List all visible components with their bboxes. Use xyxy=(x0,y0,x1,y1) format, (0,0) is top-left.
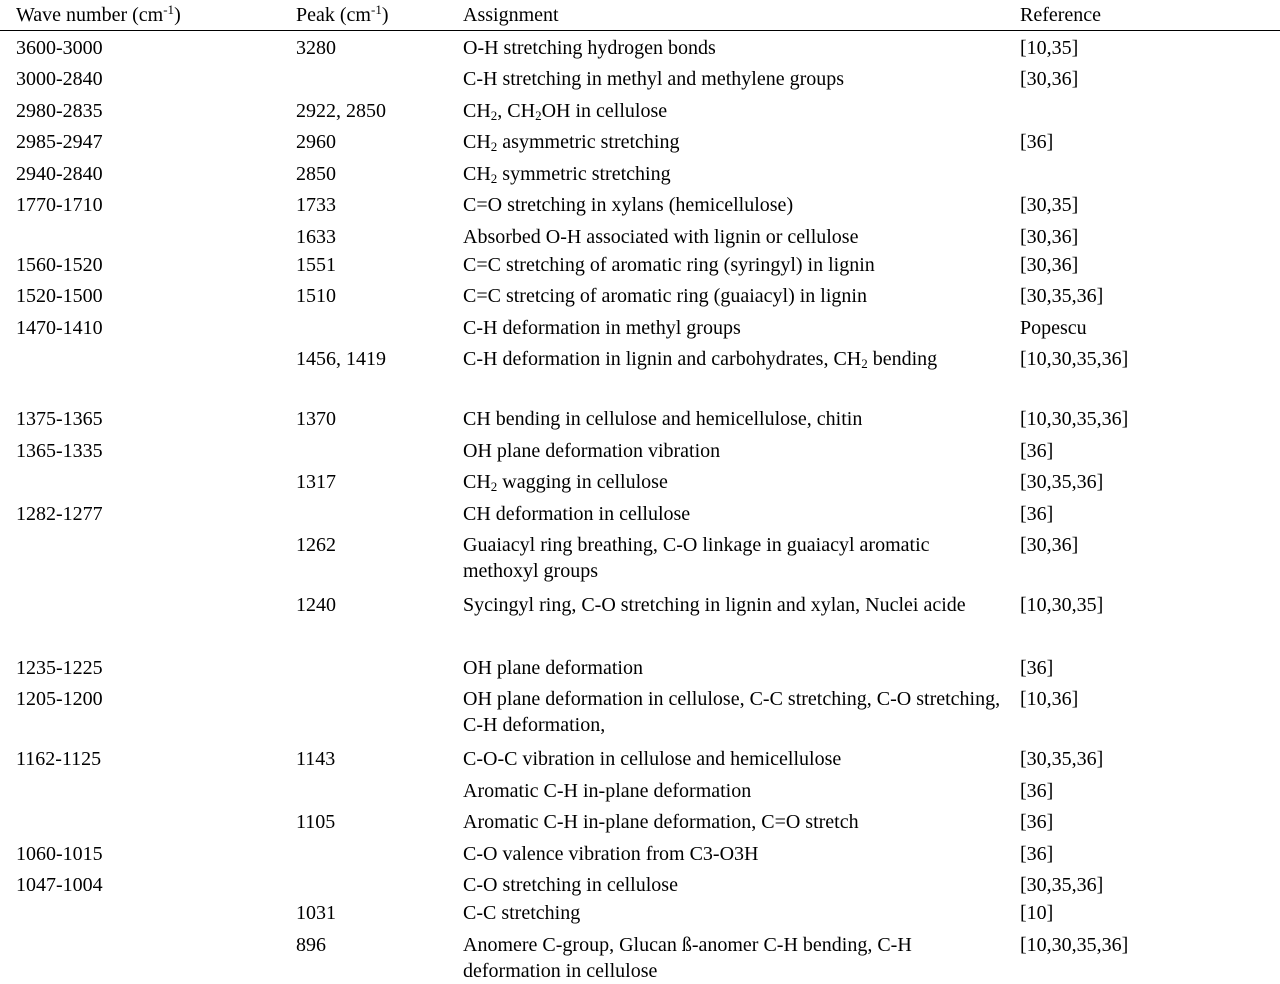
reference-cell: [10,35] xyxy=(1020,37,1079,59)
wave-number-cell: 2980-2835 xyxy=(16,100,103,122)
peak-cell: 2922, 2850 xyxy=(296,100,386,122)
reference-cell: [30,35,36] xyxy=(1020,874,1104,896)
reference-cell: [10,36] xyxy=(1020,688,1079,710)
assignment-cell: CH bending in cellulose and hemicellulose, chitin xyxy=(463,408,863,430)
reference-cell: [10,30,35] xyxy=(1020,594,1104,616)
wave-number-cell: 1365-1335 xyxy=(16,440,103,462)
assignment-cell: C-H stretching in methyl and methylene groups xyxy=(463,68,845,90)
peak-cell: 1143 xyxy=(296,748,336,770)
assignment-cell: C-H deformation in lignin and carbohydrates, $CH_2$ bending xyxy=(463,348,938,371)
reference-cell: [30,36] xyxy=(1020,68,1079,90)
wave-number-cell: 1282-1277 xyxy=(16,503,103,525)
assignment-cell: Absorbed O-H associated with lignin or cellulose xyxy=(463,226,859,248)
wave-number-cell: 1520-1500 xyxy=(16,285,103,307)
assignment-cell: C-C stretching xyxy=(463,902,581,924)
wave-number-cell: 3600-3000 xyxy=(16,37,103,59)
peak-cell: 1105 xyxy=(296,811,336,833)
wave-number-cell: 1375-1365 xyxy=(16,408,103,430)
reference-cell: Popescu xyxy=(1020,317,1087,339)
reference-cell: [36] xyxy=(1020,811,1054,833)
header-reference: Reference xyxy=(1020,4,1102,26)
peak-cell: 1510 xyxy=(296,285,336,307)
peak-cell: 1551 xyxy=(296,254,336,276)
peak-cell: 1031 xyxy=(296,902,336,924)
reference-cell: [30,35,36] xyxy=(1020,748,1104,770)
peak-cell: 2850 xyxy=(296,163,336,185)
reference-cell: [10] xyxy=(1020,902,1054,924)
header-assignment: Assignment xyxy=(463,4,559,26)
assignment-cell: OH plane deformation xyxy=(463,657,643,679)
reference-cell: [36] xyxy=(1020,657,1054,679)
assignment-cell: $CH_2$ symmetric stretching xyxy=(463,163,671,186)
wave-number-cell: 1060-1015 xyxy=(16,843,103,865)
assignment-cell: $CH_2$ asymmetric stretching xyxy=(463,131,680,154)
assignment-cell: OH plane deformation vibration xyxy=(463,440,721,462)
assignment-cell: CH deformation in cellulose xyxy=(463,503,691,525)
wave-number-cell: 1770-1710 xyxy=(16,194,103,216)
reference-cell: [30,35] xyxy=(1020,194,1079,216)
wave-number-cell: 2985-2947 xyxy=(16,131,103,153)
reference-cell: [36] xyxy=(1020,131,1054,153)
assignment-cell: $CH_2$ wagging in cellulose xyxy=(463,471,668,494)
reference-cell: [30,36] xyxy=(1020,534,1079,556)
wave-number-cell: 1470-1410 xyxy=(16,317,103,339)
reference-cell: [30,36] xyxy=(1020,226,1079,248)
peak-cell: 1733 xyxy=(296,194,336,216)
table-header xyxy=(0,0,1280,30)
peak-cell: 1456, 1419 xyxy=(296,348,386,370)
assignment-cell: C-O-C vibration in cellulose and hemicellulose xyxy=(463,748,842,770)
assignment-cell: C=C stretcing of aromatic ring (guaiacyl) in lignin xyxy=(463,285,867,307)
assignment-cell: C-H deformation in methyl groups xyxy=(463,317,741,339)
reference-cell: [36] xyxy=(1020,780,1054,802)
peak-cell: 1317 xyxy=(296,471,336,493)
wave-number-cell: 3000-2840 xyxy=(16,68,103,90)
assignment-cell: $CH_2$, $CH_2OH$ in cellulose xyxy=(463,100,668,123)
peak-cell: 1370 xyxy=(296,408,336,430)
reference-cell: [10,30,35,36] xyxy=(1020,934,1129,956)
wave-number-cell: 1205-1200 xyxy=(16,688,103,710)
assignment-cell: Sycingyl ring, C-O stretching in lignin and xylan, Nuclei acide xyxy=(463,594,966,616)
assignment-cell: C=C stretching of aromatic ring (syringyl) in lignin xyxy=(463,254,875,276)
reference-cell: [36] xyxy=(1020,843,1054,865)
wave-number-cell: 1047-1004 xyxy=(16,874,103,896)
peak-cell: 2960 xyxy=(296,131,336,153)
header-wave-number: Wave number $(cm^{-1})$ xyxy=(16,2,181,26)
assignment-cell: C=O stretching in xylans (hemicellulose) xyxy=(463,194,794,216)
peak-cell: 1262 xyxy=(296,534,336,556)
reference-cell: [30,36] xyxy=(1020,254,1079,276)
wave-number-cell: 1560-1520 xyxy=(16,254,103,276)
assignment-cell: OH plane deformation in cellulose, C-C stretching, C-O stretching, C-H deformation, xyxy=(463,688,1001,736)
assignment-cell: Aromatic C-H in-plane deformation xyxy=(463,780,752,802)
reference-cell: [36] xyxy=(1020,503,1054,525)
peak-cell: 1240 xyxy=(296,594,336,616)
peak-cell: 896 xyxy=(296,934,326,956)
assignment-cell: Guaiacyl ring breathing, C-O linkage in guaiacyl aromatic methoxyl groups xyxy=(463,534,930,582)
assignment-cell: Aromatic C-H in-plane deformation, C=O stretch xyxy=(463,811,859,833)
reference-cell: [10,30,35,36] xyxy=(1020,348,1129,370)
assignment-cell: O-H stretching hydrogen bonds xyxy=(463,37,716,59)
reference-cell: [30,35,36] xyxy=(1020,471,1104,493)
wave-number-cell: 2940-2840 xyxy=(16,163,103,185)
reference-cell: [36] xyxy=(1020,440,1054,462)
reference-cell: [10,30,35,36] xyxy=(1020,408,1129,430)
wave-number-cell: 1162-1125 xyxy=(16,748,102,770)
reference-cell: [30,35,36] xyxy=(1020,285,1104,307)
header-rule xyxy=(0,30,1280,31)
wave-number-cell: 1235-1225 xyxy=(16,657,103,679)
header-peak: Peak $(cm^{-1})$ xyxy=(296,2,389,26)
assignment-cell: C-O stretching in cellulose xyxy=(463,874,678,896)
peak-cell: 3280 xyxy=(296,37,336,59)
assignment-cell: Anomere C-group, Glucan ß-anomer C-H bending, C-H deformation in cellulose xyxy=(463,934,912,982)
peak-cell: 1633 xyxy=(296,226,336,248)
assignment-cell: C-O valence vibration from C3-O3H xyxy=(463,843,759,865)
